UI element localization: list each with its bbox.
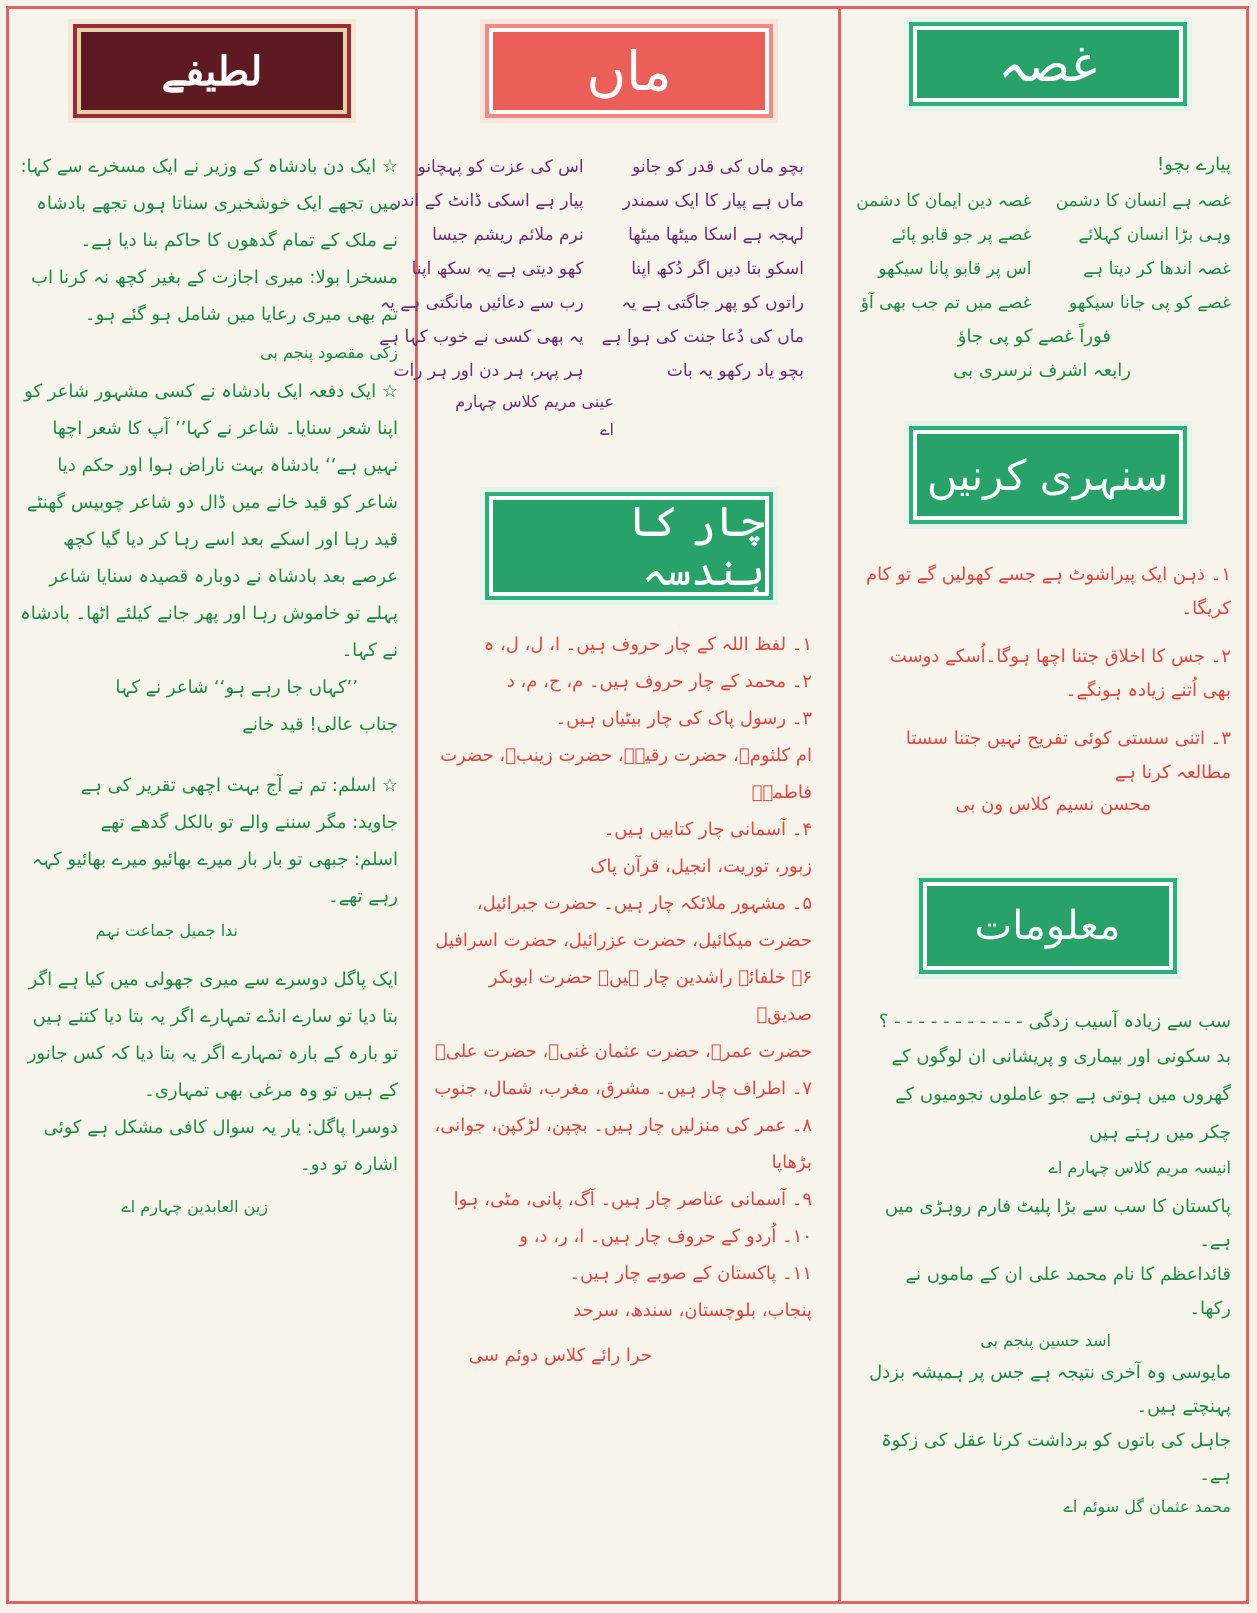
poem-line: ماں ہے پیار کا ایک سمندر	[622, 191, 804, 211]
joke-author: ندا جمیل جماعت نہم	[95, 921, 238, 940]
sunehri-item: ۱۔ ذہن ایک پیراشوٹ ہے جسے کھولیں گے تو کام کریگا۔	[865, 564, 1231, 619]
sunehri-banner	[913, 430, 1183, 520]
poem-line: غصہ اندھا کر دیتا ہے	[1083, 259, 1231, 279]
chaar-line: ۲۔ محمد کے چار حروف ہیں۔ م، ح، م، د	[506, 671, 812, 692]
maloomat-question: سب سے زیادہ آسیب زدگی - - - - - - - - - - - ؟	[878, 1011, 1231, 1032]
poem-line: پیار ہے اسکی ڈانٹ کے اندر	[392, 191, 584, 211]
left-column	[12, 14, 412, 1603]
poem-line: ماں کی دُعا جنت کی ہوا ہے	[601, 327, 804, 347]
maloomat-section	[850, 1006, 1245, 1522]
maa-poem	[379, 150, 804, 388]
poem-line: کھو دیتی ہے یہ سکھ اپنا	[411, 259, 584, 279]
sunehri-author: محسن نسیم کلاس ون بی	[955, 794, 1151, 815]
poem-line: اس پر قابو پانا سیکھو	[878, 259, 1032, 279]
ghussa-poem	[850, 184, 1231, 320]
joke-text: دوسرا پاگل: یار یہ سوال کافی مشکل ہے کوئی اشارہ تو دو۔	[43, 1117, 398, 1175]
joke-author: زکی مقصود پنجم بی	[260, 343, 398, 362]
joke-text: مسخرا بولا: میری اجازت کے بغیر کچھ نہ کرنا اب تم بھی میری رعایا میں شامل ہو گئے ہو۔	[31, 267, 398, 325]
latife-section	[12, 148, 412, 1225]
poem-line: بچو ماں کی قدر کو جانو	[632, 157, 804, 177]
poem-line: غصہ دین ایمان کا دشمن	[856, 191, 1032, 211]
maloomat-answer: بد سکونی اور بیماری و پریشانی ان لوگوں کے گھروں میں ہوتی ہے جو عاملوں نجومیوں کے چکر میں رہتے ہیں	[891, 1046, 1231, 1143]
chaar-line: ۱۔ لفظ اللہ کے چار حروف ہیں۔ ا، ل، ل، ہ	[483, 634, 812, 655]
ghussa-section	[850, 150, 1245, 388]
poem-line: یہ بھی کسی نے خوب کہا ہے	[379, 327, 584, 347]
poem-line: غصہ ہے انسان کا دشمن	[1055, 191, 1231, 211]
joke-text: ☆ اسلم: تم نے آج بہت اچھی تقریر کی ہے	[80, 775, 398, 796]
poem-line: اس کی عزت کو پہچانو	[417, 157, 584, 177]
chaar-title: چار کا ہندسہ	[628, 497, 765, 595]
joke-text: ایک پاگل دوسرے سے میری جھولی میں کیا ہے اگر بتا دیا تو سارے انڈے تمہارے اگر یہ بتا دیا کتنے ہیں تو بارہ کے بارہ تمہارے اگر یہ بتا دیا کہ کس جانور کے ہیں تو وہ مرغی بھی تمہاری۔	[27, 969, 398, 1101]
column-divider-right	[838, 8, 841, 1603]
poem-line: رب سے دعائیں مانگتی ہے یہ	[380, 293, 584, 313]
chaar-line: ۸۔ عمر کی منزلیں چار ہیں۔ بچپن، لڑکپن، جوانی، بڑھاپا	[434, 1115, 812, 1173]
joke-text: ’’کہاں جا رہے ہو‘‘ شاعر نے کہا	[115, 677, 358, 698]
maloomat-fact: مایوسی وہ آخری نتیجہ ہے جس پر ہمیشہ بزدل پہنچتے ہیں۔	[869, 1362, 1231, 1417]
chaar-line: ام کلثومؓ، حضرت رقیہؓ، حضرت زینبؓ، حضرت فاطمہؓ	[440, 745, 812, 803]
poem-line: وہی بڑا انسان کہلائے	[1078, 225, 1231, 245]
ghussa-title: غصہ	[998, 35, 1097, 93]
maloomat-author: اسد حسین پنجم بی	[980, 1331, 1111, 1350]
chaar-line: ۹۔ آسمانی عناصر چار ہیں۔ آگ، پانی، مٹی، ہوا	[453, 1189, 812, 1210]
chaar-line: زبور، توریت، انجیل، قرآن پاک	[590, 856, 812, 877]
ghussa-greeting: پیارے بچو!	[1156, 154, 1231, 175]
poem-line: اسکو بتا دیں اگر دُکھ اپنا	[631, 259, 804, 279]
chaar-author: حرا رائے کلاس دوئم سی	[468, 1345, 652, 1366]
sunehri-item: ۲۔ جس کا اخلاق جتنا اچھا ہوگا۔اُسکے دوست بھی اُتنے زیادہ ہونگے۔	[889, 646, 1231, 701]
maloomat-fact: جاہل کی باتوں کو برداشت کرنا عقل کی زکوۃ ہے۔	[881, 1430, 1231, 1485]
maloomat-title: معلومات	[974, 903, 1121, 949]
sunehri-item: ۳۔ اتنی سستی کوئی تفریح نہیں جتنا سستا مطالعہ کرنا ہے	[905, 728, 1231, 783]
chaar-line: ۳۔ رسول پاک کی چار بیٹیاں ہیں۔	[555, 708, 812, 729]
latife-title: لطیفے	[161, 47, 263, 95]
chaar-line: پنجاب، بلوچستان، سندھ، سرحد	[573, 1300, 812, 1321]
sunehri-title: سنہری کرنیں	[926, 450, 1169, 500]
ghussa-banner	[913, 26, 1183, 102]
maloomat-fact: پاکستان کا سب سے بڑا پلیٹ فارم روہڑی میں ہے۔	[884, 1196, 1231, 1251]
middle-column	[379, 14, 834, 1603]
joke-text: ☆ ایک دفعہ ایک بادشاہ نے کسی مشہور شاعر کو اپنا شعر سنایا۔ شاعر نے کہا’’ آپ کا شعر اچھا نہیں ہے‘‘ بادشاہ بہت ناراض ہوا اور حکم دیا شاعر کو قید خانے میں ڈال دو شاعر چوبیس گھنٹے قید رہا اور اسکے بعد اسے رہا کر دیا گیا کچھ عرصے بعد بادشاہ نے دوبارہ قصیدہ سنایا شاعر پہلے تو خاموش رہا اور پھر جانے کیلئے اٹھا۔ بادشاہ نے کہا۔	[20, 381, 398, 661]
joke-text: اسلم: جبھی تو بار بار میرے بھائیو میرے بھائیو کہہ رہے تھے۔	[32, 849, 398, 907]
latife-banner	[77, 28, 347, 114]
poem-line: راتوں کو پھر جاگتی ہے یہ	[621, 293, 804, 313]
chaar-banner	[489, 496, 769, 596]
maloomat-author: محمد عثمان گل سوئم اے	[1063, 1497, 1231, 1516]
maa-banner	[489, 28, 769, 114]
chaar-line: ۴۔ آسمانی چار کتابیں ہیں۔	[603, 819, 812, 840]
chaar-line: ۱۱۔ پاکستان کے صوبے چار ہیں۔	[569, 1263, 812, 1284]
chaar-section	[424, 626, 834, 1373]
sunehri-section	[850, 558, 1245, 820]
ghussa-author: رابعہ اشرف نرسری بی	[953, 360, 1131, 381]
poem-line: بچو یاد رکھو یہ بات	[666, 361, 804, 381]
poem-line: غصے کو پی جانا سیکھو	[1069, 293, 1231, 313]
chaar-line: حضرت عمرؓ، حضرت عثمان غنیؓ، حضرت علیؓ	[434, 1041, 812, 1062]
maa-section	[379, 150, 834, 444]
maa-author: عینی مریم کلاس چہارم اے	[455, 392, 614, 439]
maa-title: ماں	[586, 39, 672, 103]
joke-text: جاوید: مگر سننے والے تو بالکل گدھے تھے	[100, 812, 398, 833]
joke-author: زین العابدین چہارم اے	[121, 1197, 268, 1216]
chaar-line: حضرت میکائیل، حضرت عزرائیل، حضرت اسرافیل	[435, 930, 812, 951]
joke-text: ☆ ایک دن بادشاہ کے وزیر نے ایک مسخرے سے کہا: میں تجھے ایک خوشخبری سناتا ہوں تجھے بادشاہ نے ملک کے تمام گدھوں کا حاکم بنا دیا ہے۔	[20, 156, 398, 251]
chaar-line: ۶۔ خلفائے راشدین چار ہیں۔ حضرت ابوبکر صدیقؓ	[488, 967, 812, 1025]
chaar-line: ۱۰۔ اُردو کے حروف چار ہیں۔ ا، ر، د، و	[519, 1226, 812, 1247]
poem-line: ہر پہر، ہر دن اور ہر رات	[393, 361, 584, 381]
chaar-line: ۵۔ مشہور ملائکہ چار ہیں۔ حضرت جبرائیل،	[476, 893, 812, 914]
poem-line: غصے میں تم جب بھی آؤ	[860, 293, 1032, 313]
poem-line: لہجہ ہے اسکا میٹھا میٹھا	[628, 225, 804, 245]
maloomat-author: انیسہ مریم کلاس چہارم اے	[1048, 1158, 1231, 1177]
right-column	[850, 14, 1245, 1603]
chaar-line: ۷۔ اطراف چار ہیں۔ مشرق، مغرب، شمال، جنوب	[434, 1078, 812, 1099]
maloomat-banner	[923, 882, 1173, 970]
poem-line: غصے پر جو قابو پائے	[891, 225, 1032, 245]
ghussa-last-line: فوراً غصے کو پی جاؤ	[957, 326, 1111, 347]
joke-text: جناب عالی! قید خانے	[242, 714, 398, 735]
poem-line: نرم ملائم ریشم جیسا	[432, 225, 584, 245]
maloomat-fact: قائداعظم کا نام محمد علی ان کے ماموں نے رکھا۔	[905, 1264, 1231, 1319]
